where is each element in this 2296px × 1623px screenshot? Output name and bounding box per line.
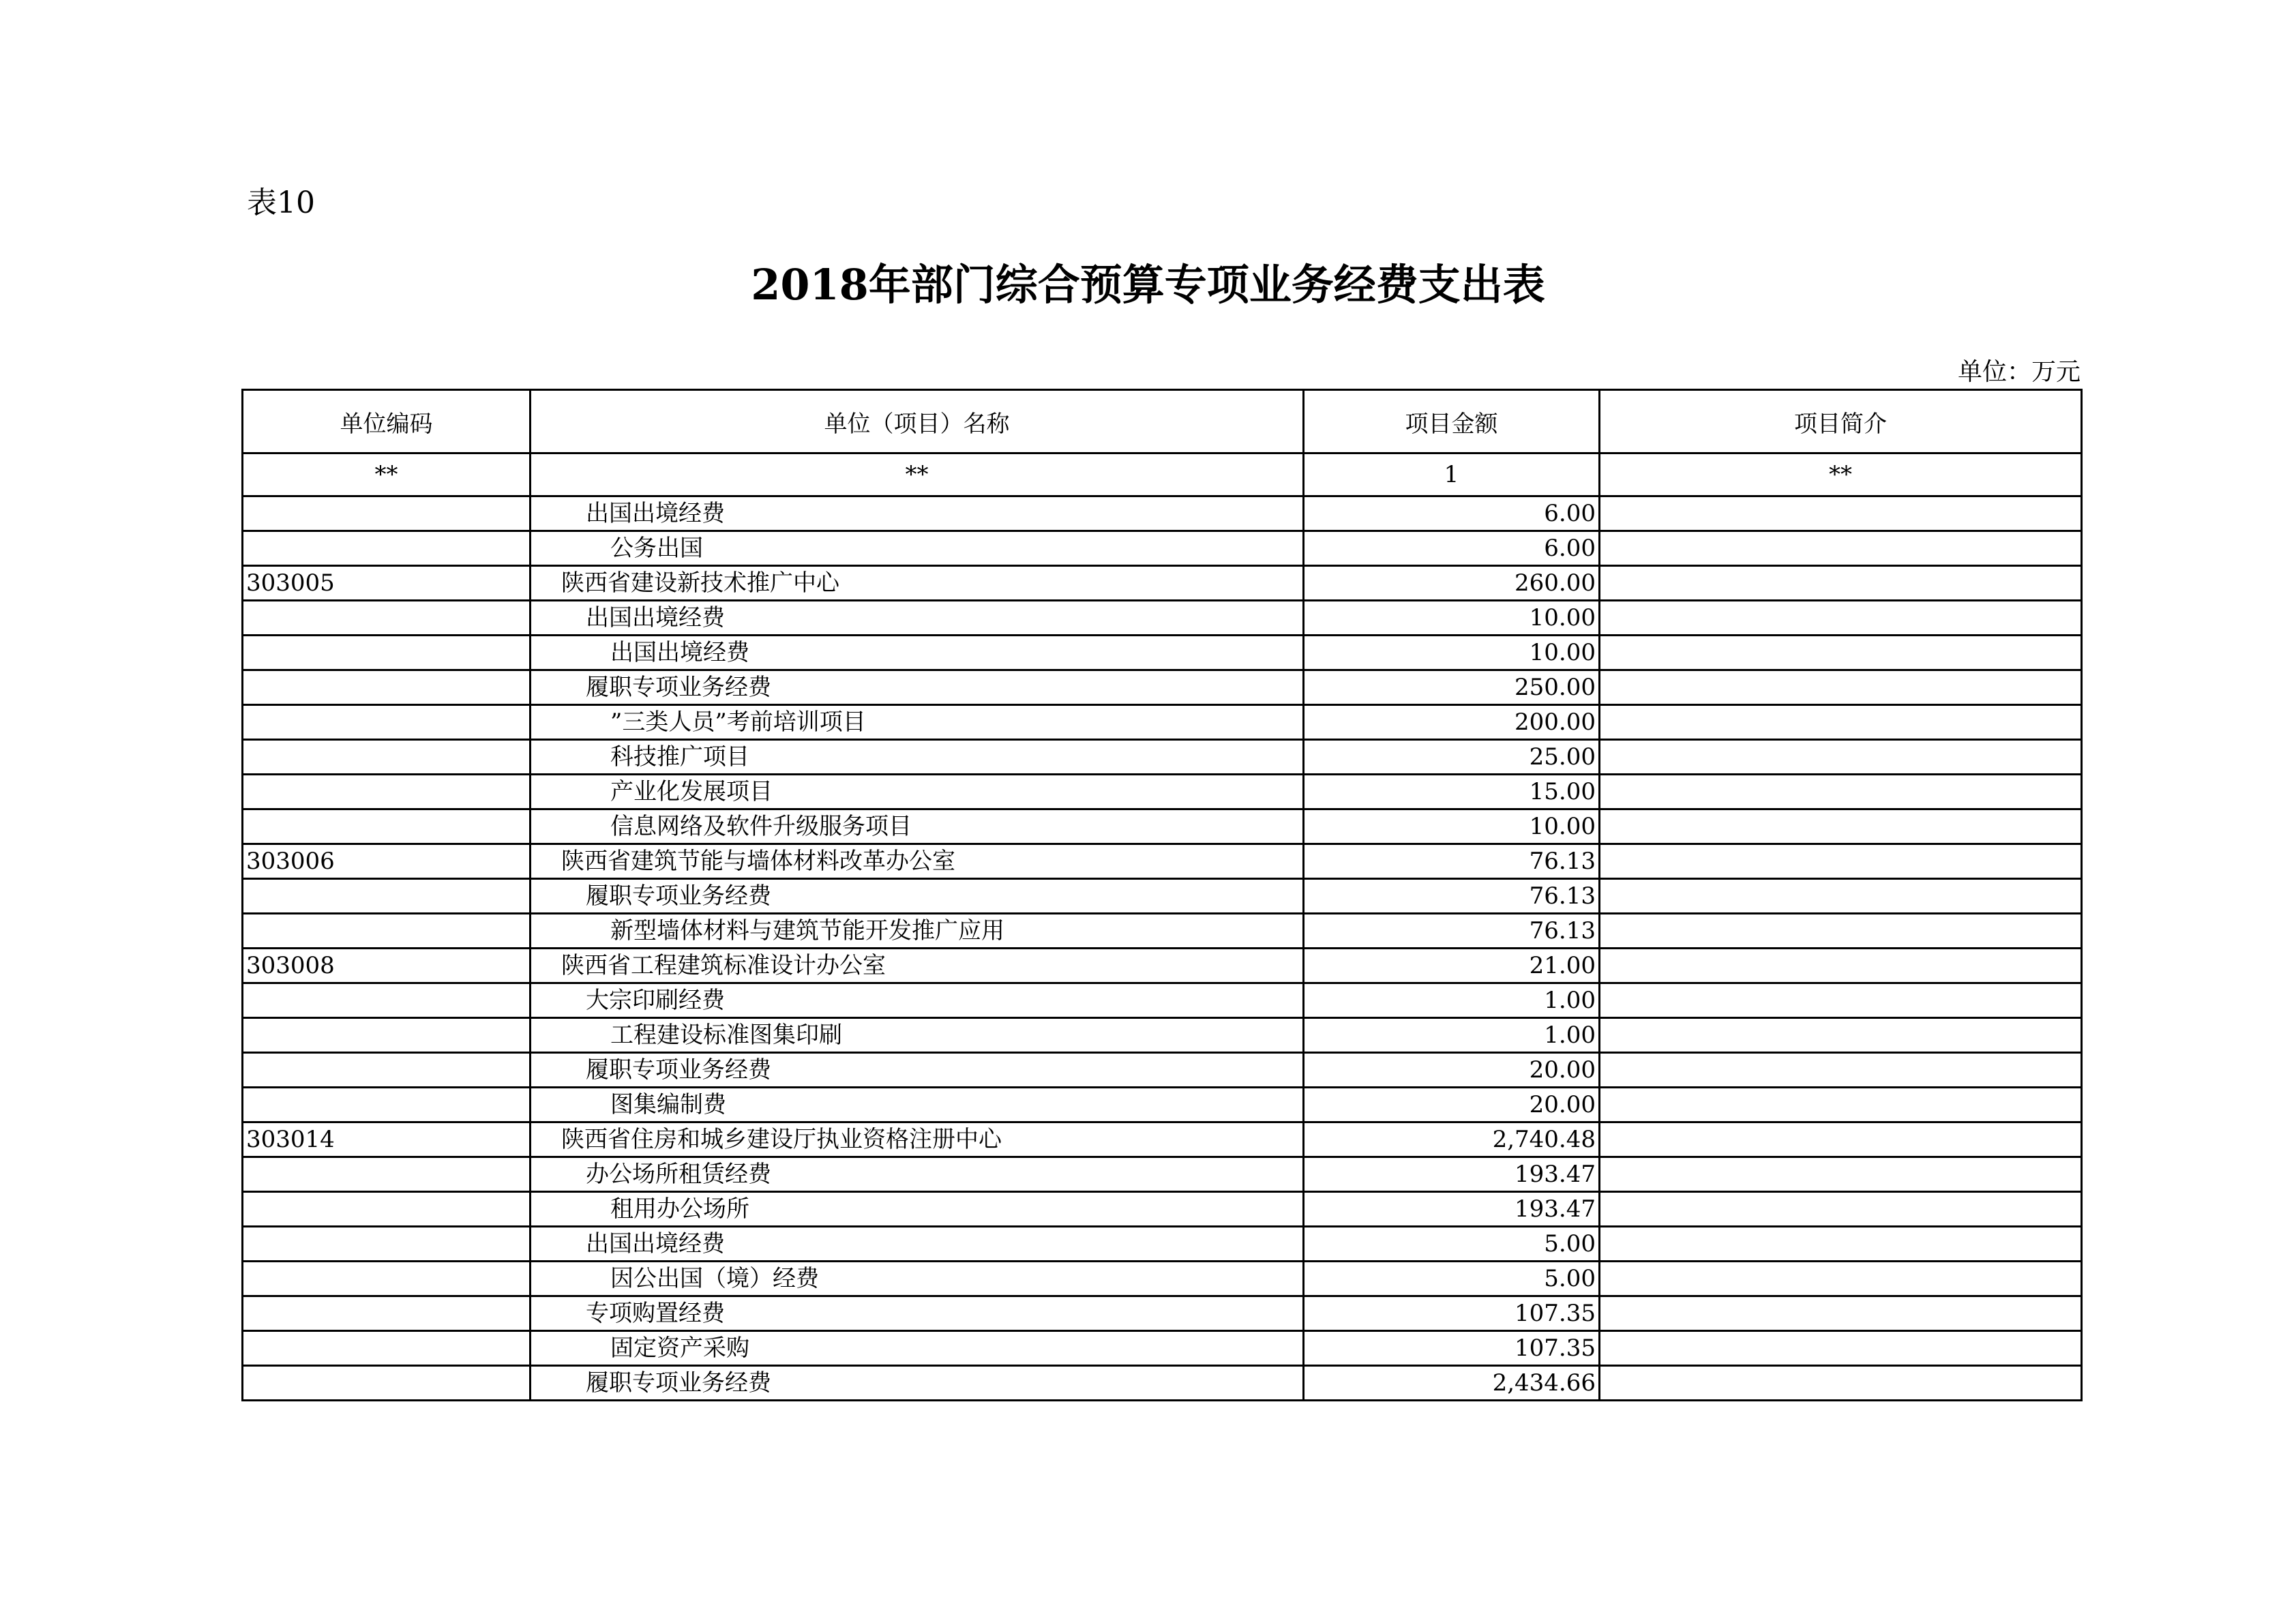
cell-code	[243, 879, 531, 914]
table-row	[243, 1053, 2082, 1088]
table-row	[243, 1331, 2082, 1366]
cell-amount: 1.00	[1304, 983, 1600, 1018]
table-row	[243, 809, 2082, 844]
cell-desc	[1600, 1018, 2082, 1053]
cell-desc	[1600, 1262, 2082, 1296]
cell-amount: 260.00	[1304, 566, 1600, 601]
table-row	[243, 670, 2082, 705]
cell-desc	[1600, 1192, 2082, 1227]
cell-amount: 6.00	[1304, 531, 1600, 566]
cell-amount: 107.35	[1304, 1296, 1600, 1331]
cell-name: 履职专项业务经费	[531, 1366, 1304, 1401]
cell-name: 专项购置经费	[531, 1296, 1304, 1331]
marker-amount: 1	[1304, 453, 1600, 496]
table-row	[243, 844, 2082, 879]
cell-desc	[1600, 636, 2082, 670]
cell-desc	[1600, 1053, 2082, 1088]
cell-name: 图集编制费	[531, 1088, 1304, 1122]
table-row	[243, 636, 2082, 670]
cell-desc	[1600, 775, 2082, 809]
cell-code	[243, 1366, 531, 1401]
cell-code: 303005	[243, 566, 531, 601]
cell-code	[243, 670, 531, 705]
table-row	[243, 531, 2082, 566]
table-row	[243, 1227, 2082, 1262]
cell-code	[243, 740, 531, 775]
cell-code	[243, 496, 531, 531]
table-row	[243, 949, 2082, 983]
header-desc: 项目简介	[1600, 390, 2082, 453]
cell-name: 科技推广项目	[531, 740, 1304, 775]
cell-amount: 25.00	[1304, 740, 1600, 775]
cell-desc	[1600, 1122, 2082, 1157]
cell-desc	[1600, 1157, 2082, 1192]
cell-name: 陕西省住房和城乡建设厅执业资格注册中心	[531, 1122, 1304, 1157]
cell-name: 公务出国	[531, 531, 1304, 566]
cell-desc	[1600, 844, 2082, 879]
cell-name: 履职专项业务经费	[531, 670, 1304, 705]
cell-amount: 20.00	[1304, 1088, 1600, 1122]
cell-code	[243, 983, 531, 1018]
marker-code: **	[243, 453, 531, 496]
cell-name: 陕西省建设新技术推广中心	[531, 566, 1304, 601]
header-amount: 项目金额	[1304, 390, 1600, 453]
table-row	[243, 601, 2082, 636]
cell-amount: 5.00	[1304, 1262, 1600, 1296]
cell-desc	[1600, 670, 2082, 705]
cell-code	[243, 809, 531, 844]
cell-desc	[1600, 949, 2082, 983]
cell-amount: 76.13	[1304, 914, 1600, 949]
header-row	[243, 390, 2082, 453]
cell-name: 工程建设标准图集印刷	[531, 1018, 1304, 1053]
cell-code	[243, 531, 531, 566]
table-row	[243, 705, 2082, 740]
table-row	[243, 566, 2082, 601]
cell-code	[243, 1018, 531, 1053]
cell-desc	[1600, 496, 2082, 531]
cell-amount: 193.47	[1304, 1192, 1600, 1227]
cell-desc	[1600, 1366, 2082, 1401]
cell-desc	[1600, 1227, 2082, 1262]
table-row	[243, 1088, 2082, 1122]
cell-code	[243, 1227, 531, 1262]
cell-name: 履职专项业务经费	[531, 1053, 1304, 1088]
table-row	[243, 1192, 2082, 1227]
cell-desc	[1600, 879, 2082, 914]
table-row	[243, 1262, 2082, 1296]
cell-code	[243, 1262, 531, 1296]
cell-code: 303006	[243, 844, 531, 879]
cell-amount: 5.00	[1304, 1227, 1600, 1262]
table-row	[243, 879, 2082, 914]
cell-desc	[1600, 1331, 2082, 1366]
table-row	[243, 1157, 2082, 1192]
header-code: 单位编码	[243, 390, 531, 453]
cell-name: 固定资产采购	[531, 1331, 1304, 1366]
marker-name: **	[531, 453, 1304, 496]
budget-table	[241, 389, 2083, 1401]
cell-code	[243, 601, 531, 636]
cell-amount: 1.00	[1304, 1018, 1600, 1053]
cell-desc	[1600, 1088, 2082, 1122]
table-row	[243, 496, 2082, 531]
cell-name: 产业化发展项目	[531, 775, 1304, 809]
cell-code	[243, 1053, 531, 1088]
cell-desc	[1600, 983, 2082, 1018]
cell-amount: 10.00	[1304, 601, 1600, 636]
marker-row	[243, 453, 2082, 496]
cell-name: 履职专项业务经费	[531, 879, 1304, 914]
table-row	[243, 775, 2082, 809]
cell-desc	[1600, 566, 2082, 601]
marker-desc: **	[1600, 453, 2082, 496]
cell-desc	[1600, 705, 2082, 740]
cell-code	[243, 1088, 531, 1122]
cell-desc	[1600, 531, 2082, 566]
cell-desc	[1600, 914, 2082, 949]
cell-name: 租用办公场所	[531, 1192, 1304, 1227]
cell-code	[243, 705, 531, 740]
cell-amount: 10.00	[1304, 809, 1600, 844]
cell-name: ”三类人员”考前培训项目	[531, 705, 1304, 740]
cell-name: 出国出境经费	[531, 601, 1304, 636]
table-row	[243, 1018, 2082, 1053]
table-body	[243, 453, 2082, 1401]
table-row	[243, 983, 2082, 1018]
cell-desc	[1600, 809, 2082, 844]
cell-name: 因公出国（境）经费	[531, 1262, 1304, 1296]
table-row	[243, 1296, 2082, 1331]
cell-name: 陕西省建筑节能与墙体材料改革办公室	[531, 844, 1304, 879]
cell-amount: 15.00	[1304, 775, 1600, 809]
cell-amount: 20.00	[1304, 1053, 1600, 1088]
cell-amount: 193.47	[1304, 1157, 1600, 1192]
cell-desc	[1600, 740, 2082, 775]
cell-amount: 21.00	[1304, 949, 1600, 983]
cell-amount: 2,434.66	[1304, 1366, 1600, 1401]
cell-code	[243, 1296, 531, 1331]
cell-amount: 2,740.48	[1304, 1122, 1600, 1157]
cell-name: 出国出境经费	[531, 636, 1304, 670]
cell-code	[243, 636, 531, 670]
unit-label: 单位：万元	[1957, 358, 2081, 386]
table-row	[243, 1366, 2082, 1401]
cell-name: 新型墙体材料与建筑节能开发推广应用	[531, 914, 1304, 949]
cell-amount: 6.00	[1304, 496, 1600, 531]
cell-code	[243, 1192, 531, 1227]
cell-desc	[1600, 601, 2082, 636]
cell-code	[243, 1331, 531, 1366]
page-title: 2018年部门综合预算专项业务经费支出表	[751, 260, 1545, 310]
cell-code	[243, 914, 531, 949]
table-number: 表10	[247, 185, 315, 220]
header-name: 单位（项目）名称	[531, 390, 1304, 453]
table-row	[243, 914, 2082, 949]
cell-name: 出国出境经费	[531, 496, 1304, 531]
cell-amount: 76.13	[1304, 844, 1600, 879]
cell-code	[243, 1157, 531, 1192]
table-row	[243, 740, 2082, 775]
cell-amount: 10.00	[1304, 636, 1600, 670]
cell-amount: 76.13	[1304, 879, 1600, 914]
cell-name: 办公场所租赁经费	[531, 1157, 1304, 1192]
cell-name: 出国出境经费	[531, 1227, 1304, 1262]
cell-code: 303014	[243, 1122, 531, 1157]
cell-code	[243, 775, 531, 809]
cell-name: 陕西省工程建筑标准设计办公室	[531, 949, 1304, 983]
cell-amount: 200.00	[1304, 705, 1600, 740]
cell-amount: 107.35	[1304, 1331, 1600, 1366]
cell-amount: 250.00	[1304, 670, 1600, 705]
cell-name: 信息网络及软件升级服务项目	[531, 809, 1304, 844]
cell-code: 303008	[243, 949, 531, 983]
cell-name: 大宗印刷经费	[531, 983, 1304, 1018]
cell-desc	[1600, 1296, 2082, 1331]
table-row	[243, 1122, 2082, 1157]
